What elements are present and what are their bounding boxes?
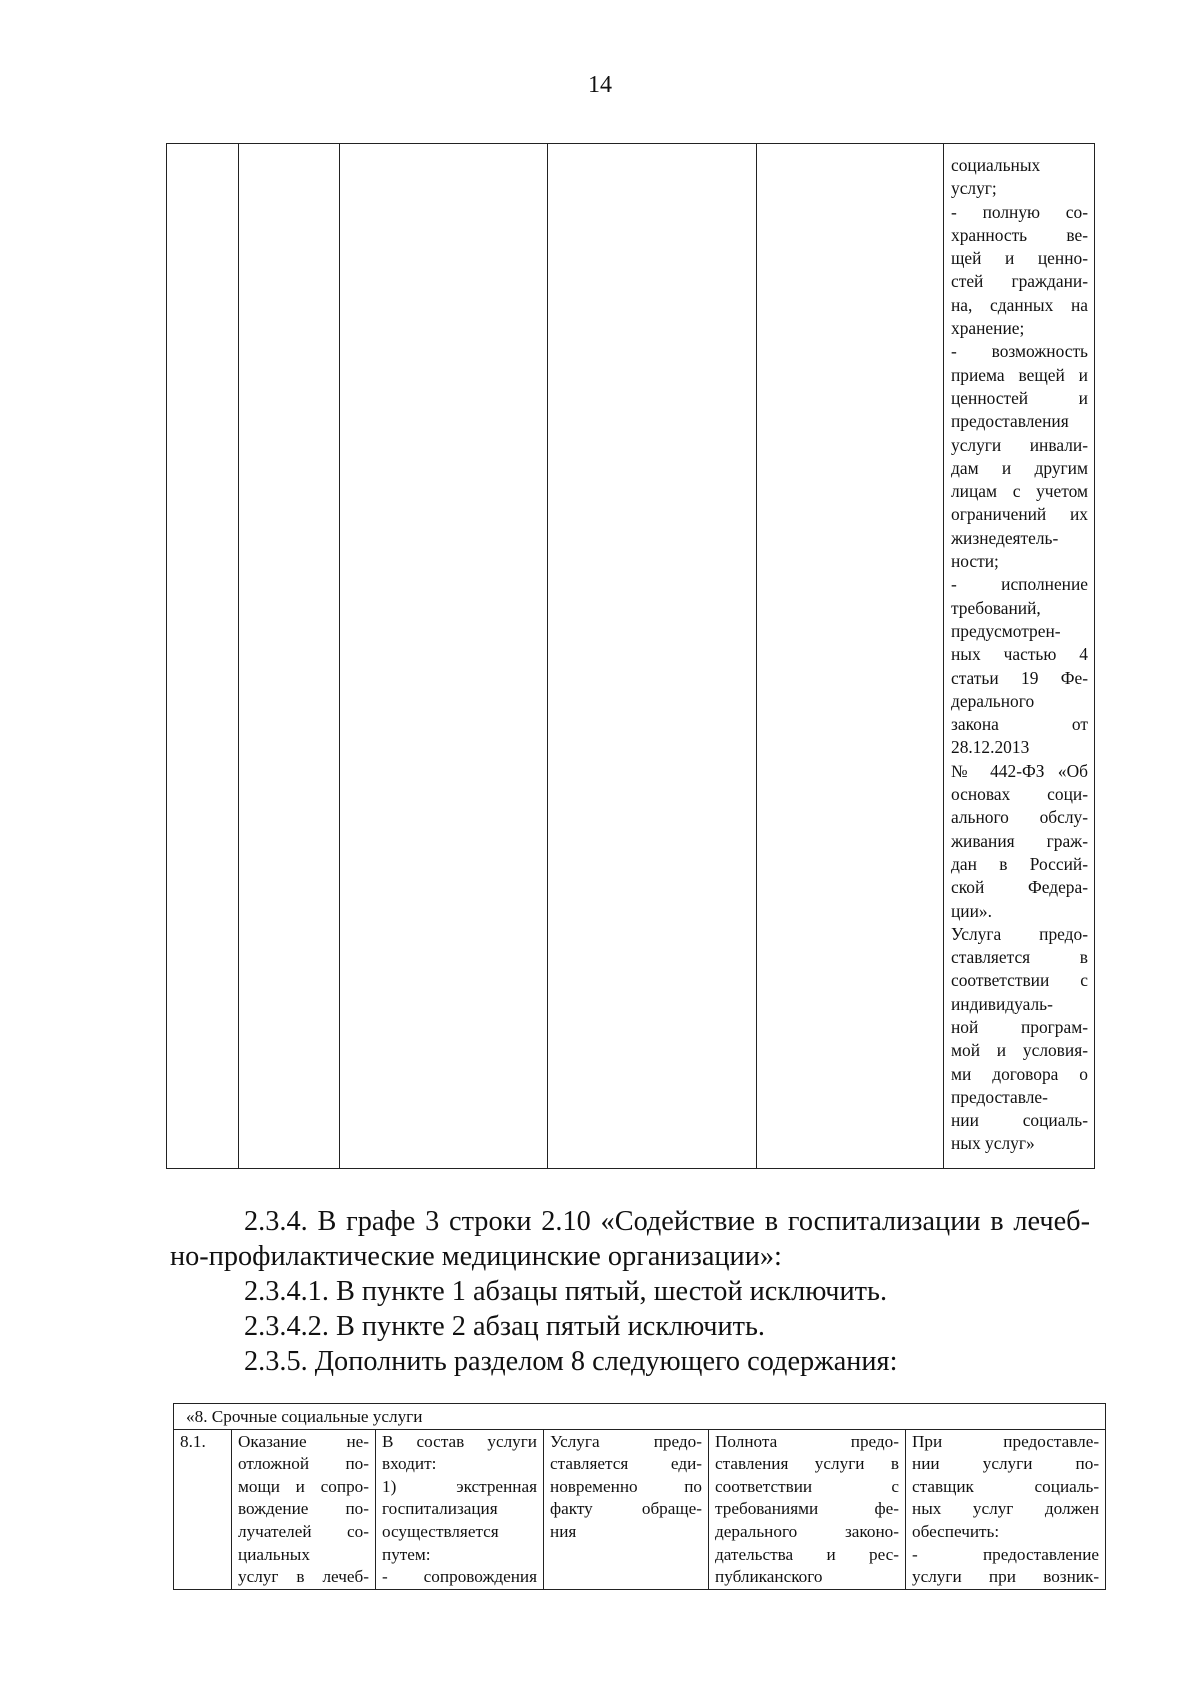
cell-line: лучателей со- xyxy=(238,1521,369,1541)
last-column-line: ской Федера- xyxy=(951,877,1088,898)
upper-table-cell-4 xyxy=(548,144,757,1169)
cell-line: - предоставление xyxy=(912,1544,1100,1564)
last-column-line: услуг; xyxy=(951,178,997,199)
last-column-line: ции». xyxy=(951,900,992,921)
service-content-cell xyxy=(376,1429,544,1589)
cell-line: соответствии с xyxy=(715,1476,899,1496)
last-column-line: услуги инвали- xyxy=(951,434,1088,455)
last-column-line: ной програм- xyxy=(951,1016,1088,1037)
last-column-line: нии социаль- xyxy=(951,1110,1088,1131)
last-column-line: предоставле- xyxy=(951,1086,1048,1107)
paragraph-line: но-профилактические медицинские организации»: xyxy=(170,1241,782,1272)
last-column-line: закона от xyxy=(951,714,1088,735)
page-number: 14 xyxy=(588,72,612,98)
cell-line: Полнота предо- xyxy=(715,1431,899,1451)
cell-line: циальных xyxy=(238,1544,310,1564)
cell-line: осуществляется xyxy=(382,1521,499,1541)
last-column-line: ального обслу- xyxy=(951,807,1088,828)
last-column-line: дам и другим xyxy=(951,457,1088,478)
last-column-line: - возможность xyxy=(951,341,1088,362)
last-column-line: живания граж- xyxy=(951,830,1088,851)
paragraph-2-3-4 xyxy=(170,1204,1090,1379)
upper-table-fragment xyxy=(166,143,1095,1169)
section-title: «8. Срочные социальные услуги xyxy=(174,1404,1106,1430)
cell-line: ставляется еди- xyxy=(550,1454,702,1474)
last-column-line: социальных xyxy=(951,155,1041,175)
last-column-line: основах соци- xyxy=(951,784,1088,805)
service-completeness-cell xyxy=(709,1429,906,1589)
last-column-line: щей и ценно- xyxy=(951,248,1088,269)
last-column-line: ограничений их xyxy=(951,504,1088,525)
cell-line: госпитализация xyxy=(382,1499,498,1519)
last-column-line: соответствии с xyxy=(951,970,1088,991)
last-column-line: на, сданных на xyxy=(951,294,1088,315)
last-column-line: № 442-ФЗ «Об xyxy=(951,760,1088,781)
last-column-line: хранение; xyxy=(951,318,1025,339)
cell-line: При предоставле- xyxy=(912,1431,1100,1451)
cell-line: дерального законо- xyxy=(715,1521,899,1541)
last-column-line: требований, xyxy=(951,597,1041,618)
last-column-line: ценностей и xyxy=(951,387,1088,408)
last-column-line: предусмотрен- xyxy=(951,620,1061,641)
cell-line: мощи и сопро- xyxy=(238,1476,369,1496)
service-conditions-cell xyxy=(906,1429,1106,1589)
last-column-line: индивидуаль- xyxy=(951,993,1053,1014)
last-column-text xyxy=(951,154,1088,1156)
last-column-line: 28.12.2013 xyxy=(951,737,1030,758)
paragraph-2-3-4-2: 2.3.4.2. В пункте 2 абзац пятый исключить. xyxy=(244,1311,765,1342)
cell-line: В состав услуги xyxy=(382,1431,537,1451)
upper-table-cell-5 xyxy=(757,144,944,1169)
cell-line: факту обраще- xyxy=(550,1499,702,1519)
last-column-line: предоставления xyxy=(951,411,1069,432)
last-column-line: дан в Россий- xyxy=(951,853,1088,874)
paragraph-2-3-5: 2.3.5. Дополнить разделом 8 следующего содержания: xyxy=(244,1346,898,1377)
last-column-line: Услуга предо- xyxy=(951,923,1088,944)
last-column-line: статьи 19 Фе- xyxy=(951,667,1088,688)
service-terms-cell xyxy=(544,1429,709,1589)
cell-line: ных услуг должен xyxy=(912,1499,1100,1519)
paragraph-line: 2.3.4. В графе 3 строки 2.10 «Содействие в госпитализации в лечеб- xyxy=(244,1206,1090,1237)
row-number: 8.1. xyxy=(174,1429,232,1589)
upper-table-cell-6 xyxy=(944,144,1095,1169)
cell-line: 1) экстренная xyxy=(382,1476,537,1496)
last-column-line: ставляется в xyxy=(951,947,1088,968)
upper-table-cell-3 xyxy=(340,144,548,1169)
cell-line: Оказание не- xyxy=(238,1431,369,1451)
last-column-line: приема вещей и xyxy=(951,364,1088,385)
cell-line: Услуга предо- xyxy=(550,1431,702,1451)
last-column-line: мой и условия- xyxy=(951,1040,1088,1061)
cell-line: услуг в лечеб- xyxy=(238,1567,369,1587)
cell-line: услуги при возник- xyxy=(912,1567,1100,1587)
cell-line: входит: xyxy=(382,1454,437,1474)
cell-line: ставления услуги в xyxy=(715,1454,899,1474)
lower-table xyxy=(173,1403,1106,1590)
last-column-line: хранность ве- xyxy=(951,224,1088,245)
cell-line: дательства и рес- xyxy=(715,1544,899,1564)
cell-line: ния xyxy=(550,1521,577,1541)
cell-line: обеспечить: xyxy=(912,1521,1000,1541)
last-column-line: - полную со- xyxy=(951,201,1088,222)
upper-table-cell-1 xyxy=(167,144,239,1169)
cell-line: вождение по- xyxy=(238,1499,369,1519)
last-column-line: ных частью 4 xyxy=(951,644,1088,665)
cell-line: новременно по xyxy=(550,1476,702,1496)
service-name-cell xyxy=(232,1429,376,1589)
last-column-line: стей граждани- xyxy=(951,271,1088,292)
last-column-line: ных услуг» xyxy=(951,1133,1035,1154)
last-column-line: - исполнение xyxy=(951,574,1088,595)
cell-line: - сопровождения xyxy=(382,1567,537,1587)
cell-line: нии услуги по- xyxy=(912,1454,1100,1474)
paragraph-2-3-4-1: 2.3.4.1. В пункте 1 абзацы пятый, шестой исключить. xyxy=(244,1276,888,1307)
cell-line: публиканского xyxy=(715,1567,823,1587)
cell-line: требованиями фе- xyxy=(715,1499,899,1519)
cell-line: ставщик социаль- xyxy=(912,1476,1100,1496)
last-column-line: ности; xyxy=(951,551,999,572)
last-column-line: дерального xyxy=(951,690,1035,711)
last-column-line: жизнедеятель- xyxy=(951,527,1059,548)
upper-table-cell-2 xyxy=(239,144,340,1169)
cell-line: отложной по- xyxy=(238,1454,369,1474)
cell-line: путем: xyxy=(382,1544,431,1564)
last-column-line: ми договора о xyxy=(951,1063,1088,1084)
last-column-line: лицам с учетом xyxy=(951,481,1088,502)
